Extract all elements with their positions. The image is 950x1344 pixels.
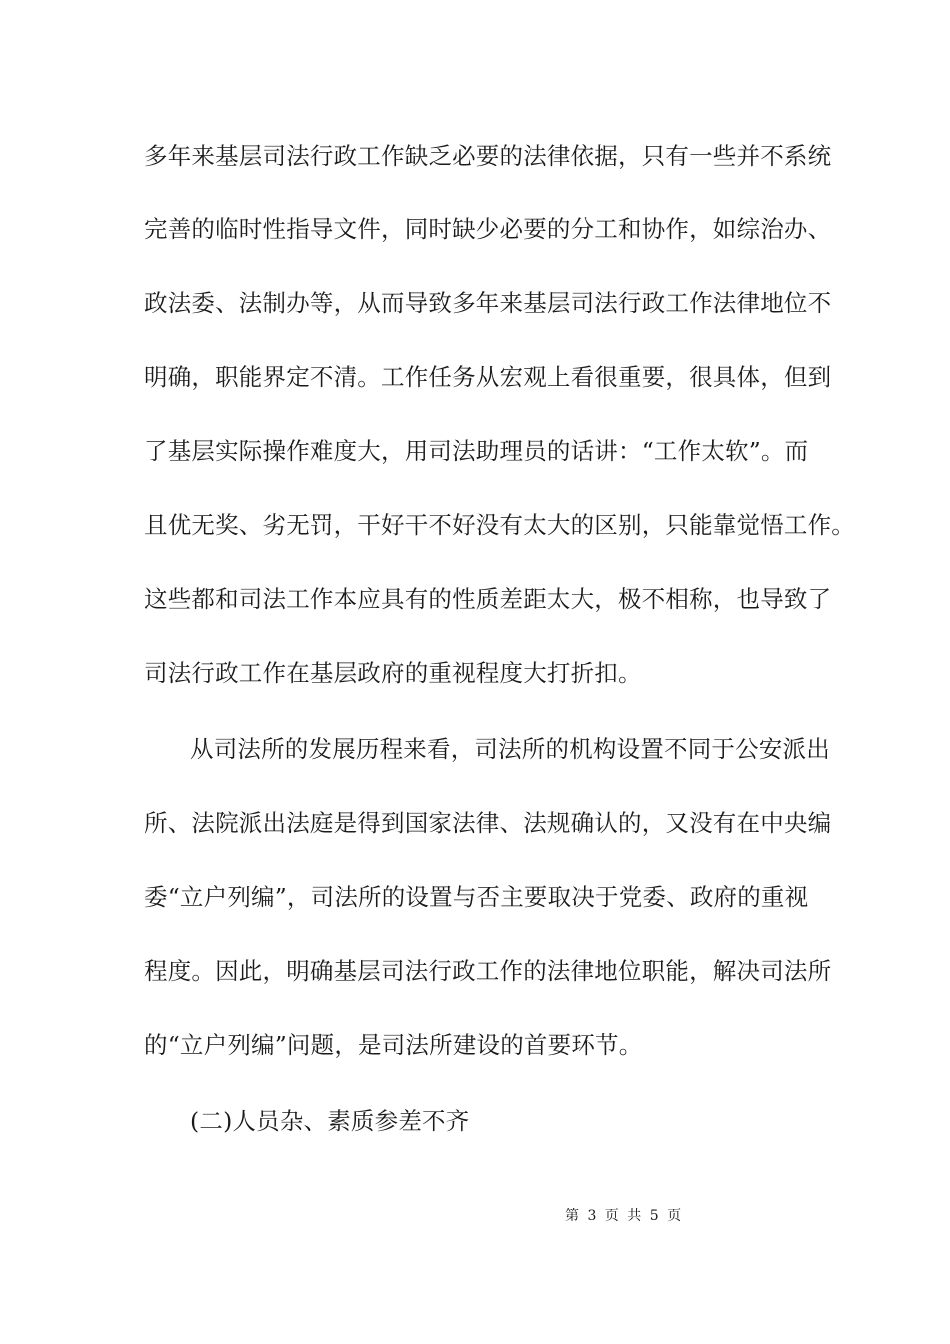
paragraph-line: 所、法院派出法庭是得到国家法律、法规确认的，又没有在中央编 [144,809,832,837]
paragraph-line: 政法委、法制办等，从而导致多年来基层司法行政工作法律地位不 [144,289,832,317]
paragraph-line: 司法行政工作在基层政府的重视程度大打折扣。 [144,659,642,687]
paragraph-line: 明确，职能界定不清。工作任务从宏观上看很重要，很具体，但到 [144,363,832,391]
paragraph-line: 的“立户列编”问题，是司法所建设的首要环节。 [144,1031,643,1059]
paragraph-line: 完善的临时性指导文件，同时缺少必要的分工和协作，如综治办、 [144,215,832,243]
section-heading: (二)人员杂、素质参差不齐 [190,1107,470,1135]
paragraph-line: 从司法所的发展历程来看，司法所的机构设置不同于公安派出 [190,735,830,763]
paragraph-line: 了基层实际操作难度大，用司法助理员的话讲：“工作太软”。而 [144,437,809,465]
page-number-footer: 第 3 页 共 5 页 [565,1208,682,1224]
paragraph-line: 委“立户列编”，司法所的设置与否主要取决于党委、政府的重视 [144,883,809,911]
paragraph-line: 这些都和司法工作本应具有的性质差距太大，极不相称，也导致了 [144,585,832,613]
paragraph-line: 多年来基层司法行政工作缺乏必要的法律依据，只有一些并不系统 [144,142,832,170]
paragraph-line: 且优无奖、劣无罚，干好干不好没有太大的区别，只能靠觉悟工作。 [144,511,855,539]
paragraph-line: 程度。因此，明确基层司法行政工作的法律地位职能，解决司法所 [144,957,832,985]
